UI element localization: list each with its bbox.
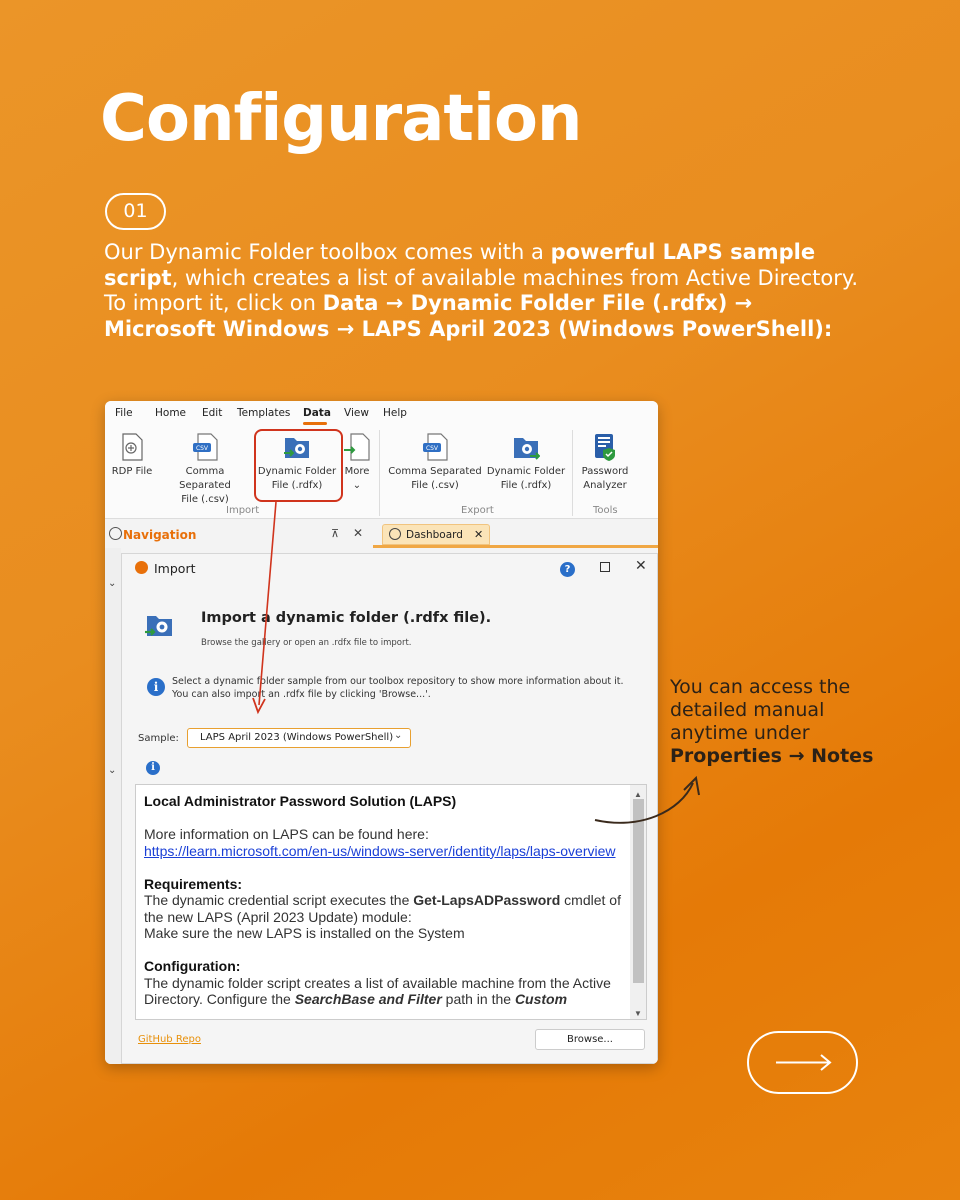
laps-docs-link[interactable]: https://learn.microsoft.com/en-us/windows-server/identity/laps/laps-overview xyxy=(144,842,616,859)
notes-heading: Local Administrator Password Solution (LAPS) xyxy=(144,793,457,809)
intro-bold1: powerful LAPS sample script xyxy=(104,240,816,290)
chevron-down-icon: ⌄ xyxy=(394,730,403,741)
group-label-export: Export xyxy=(461,505,494,516)
pin-icon[interactable]: ⊼ xyxy=(331,527,340,540)
info-icon: i xyxy=(147,678,165,696)
password-label-1: Password xyxy=(581,466,629,477)
chevron-down-icon[interactable]: ⌄ xyxy=(108,578,117,589)
password-label-2: Analyzer xyxy=(583,480,627,491)
arrow-right-icon xyxy=(749,1033,856,1092)
next-button[interactable] xyxy=(747,1031,858,1094)
csv-label-1: Comma Separated xyxy=(179,466,231,491)
menu-file[interactable]: File xyxy=(115,407,133,419)
dynamic-label-2: File (.rdfx) xyxy=(271,480,323,491)
tab-dashboard-label: Dashboard xyxy=(406,529,463,541)
browse-button[interactable]: Browse... xyxy=(535,1029,645,1050)
menu-help[interactable]: Help xyxy=(383,407,407,419)
intro-part2: , which creates a list of available machines from Active Directory. To import it, click on xyxy=(104,265,859,315)
scroll-down-icon[interactable]: ▼ xyxy=(634,1009,642,1018)
chevron-down-icon: ⌄ xyxy=(352,480,362,491)
notes-more-info: More information on LAPS can be found here: xyxy=(144,826,429,842)
svg-text:CSV: CSV xyxy=(195,445,209,452)
close-icon[interactable]: ✕ xyxy=(353,526,364,540)
sample-label: Sample: xyxy=(138,733,179,744)
close-icon[interactable]: ✕ xyxy=(474,528,484,541)
svg-text:CSV: CSV xyxy=(425,445,439,452)
more-label: More xyxy=(344,466,370,477)
red-pointer-arrow xyxy=(259,502,276,705)
curved-callout-arrow xyxy=(595,783,693,823)
menu-home[interactable]: Home xyxy=(155,407,187,419)
close-icon[interactable]: ✕ xyxy=(635,558,647,574)
info-icon[interactable]: i xyxy=(146,761,160,775)
callout-bold: Properties → Notes xyxy=(670,745,874,767)
conf-text-c: path in the xyxy=(441,991,515,1007)
scroll-up-icon[interactable]: ▲ xyxy=(634,790,642,799)
conf-text-a: The dynamic folder script creates a list of available machine from the Active Directory. Configure the xyxy=(144,974,611,1007)
github-repo-link[interactable]: GitHub Repo xyxy=(138,1034,201,1045)
requirements-heading: Requirements: xyxy=(144,875,243,892)
csv-label-2: File (.csv) xyxy=(181,494,229,505)
step-badge: 01 xyxy=(105,193,166,230)
menu-data[interactable]: Data xyxy=(303,407,331,419)
req-cmdlet: Get-LapsADPassword xyxy=(413,892,561,908)
menu-edit[interactable]: Edit xyxy=(202,407,223,419)
req-text-c: cmdlet of the new LAPS (April 2023 Update) module: xyxy=(144,892,621,925)
intro-part1: Our Dynamic Folder toolbox comes with a xyxy=(104,240,551,264)
rdp-label: RDP File xyxy=(111,466,153,477)
group-label-import: Import xyxy=(226,505,260,516)
dialog-heading: Import a dynamic folder (.rdfx file). xyxy=(201,610,492,626)
conf-custom: Custom xyxy=(514,991,568,1007)
callout-line: You can access the detailed manual anytime under xyxy=(670,676,851,744)
export-csv-label-2: File (.csv) xyxy=(411,480,459,491)
info-line-1: Select a dynamic folder sample from our toolbox repository to show more information about it. xyxy=(172,676,624,687)
navigation-title: Navigation xyxy=(123,528,197,542)
intro-bold2: Data → Dynamic Folder File (.rdfx) → Microsoft Windows → LAPS April 2023 (Windows PowerShell): xyxy=(104,291,833,341)
dialog-title: Import xyxy=(154,561,196,576)
info-line-2: You can also import an .rdfx file by clicking 'Browse...'. xyxy=(172,689,431,700)
menu-view[interactable]: View xyxy=(344,407,369,419)
req-text-a: The dynamic credential script executes the xyxy=(144,892,414,908)
dialog-subheading: Browse the gallery or open an .rdfx file to import. xyxy=(201,638,412,648)
chevron-down-icon[interactable]: ⌄ xyxy=(108,765,117,776)
help-icon[interactable]: ? xyxy=(560,562,575,577)
group-label-tools: Tools xyxy=(593,505,618,516)
configuration-heading: Configuration: xyxy=(144,958,241,974)
export-csv-label-1: Comma Separated xyxy=(388,466,482,477)
export-dynamic-label-1: Dynamic Folder xyxy=(486,466,566,477)
menu-templates[interactable]: Templates xyxy=(237,407,291,419)
export-dynamic-label-2: File (.rdfx) xyxy=(500,480,552,491)
requirements-text-2: Make sure the new LAPS is installed on the System xyxy=(144,925,465,941)
page-title: Configuration xyxy=(100,82,582,156)
dynamic-label-1: Dynamic Folder xyxy=(257,466,337,477)
conf-searchbase: SearchBase and Filter xyxy=(294,991,442,1007)
sample-value: LAPS April 2023 (Windows PowerShell) xyxy=(200,732,394,743)
